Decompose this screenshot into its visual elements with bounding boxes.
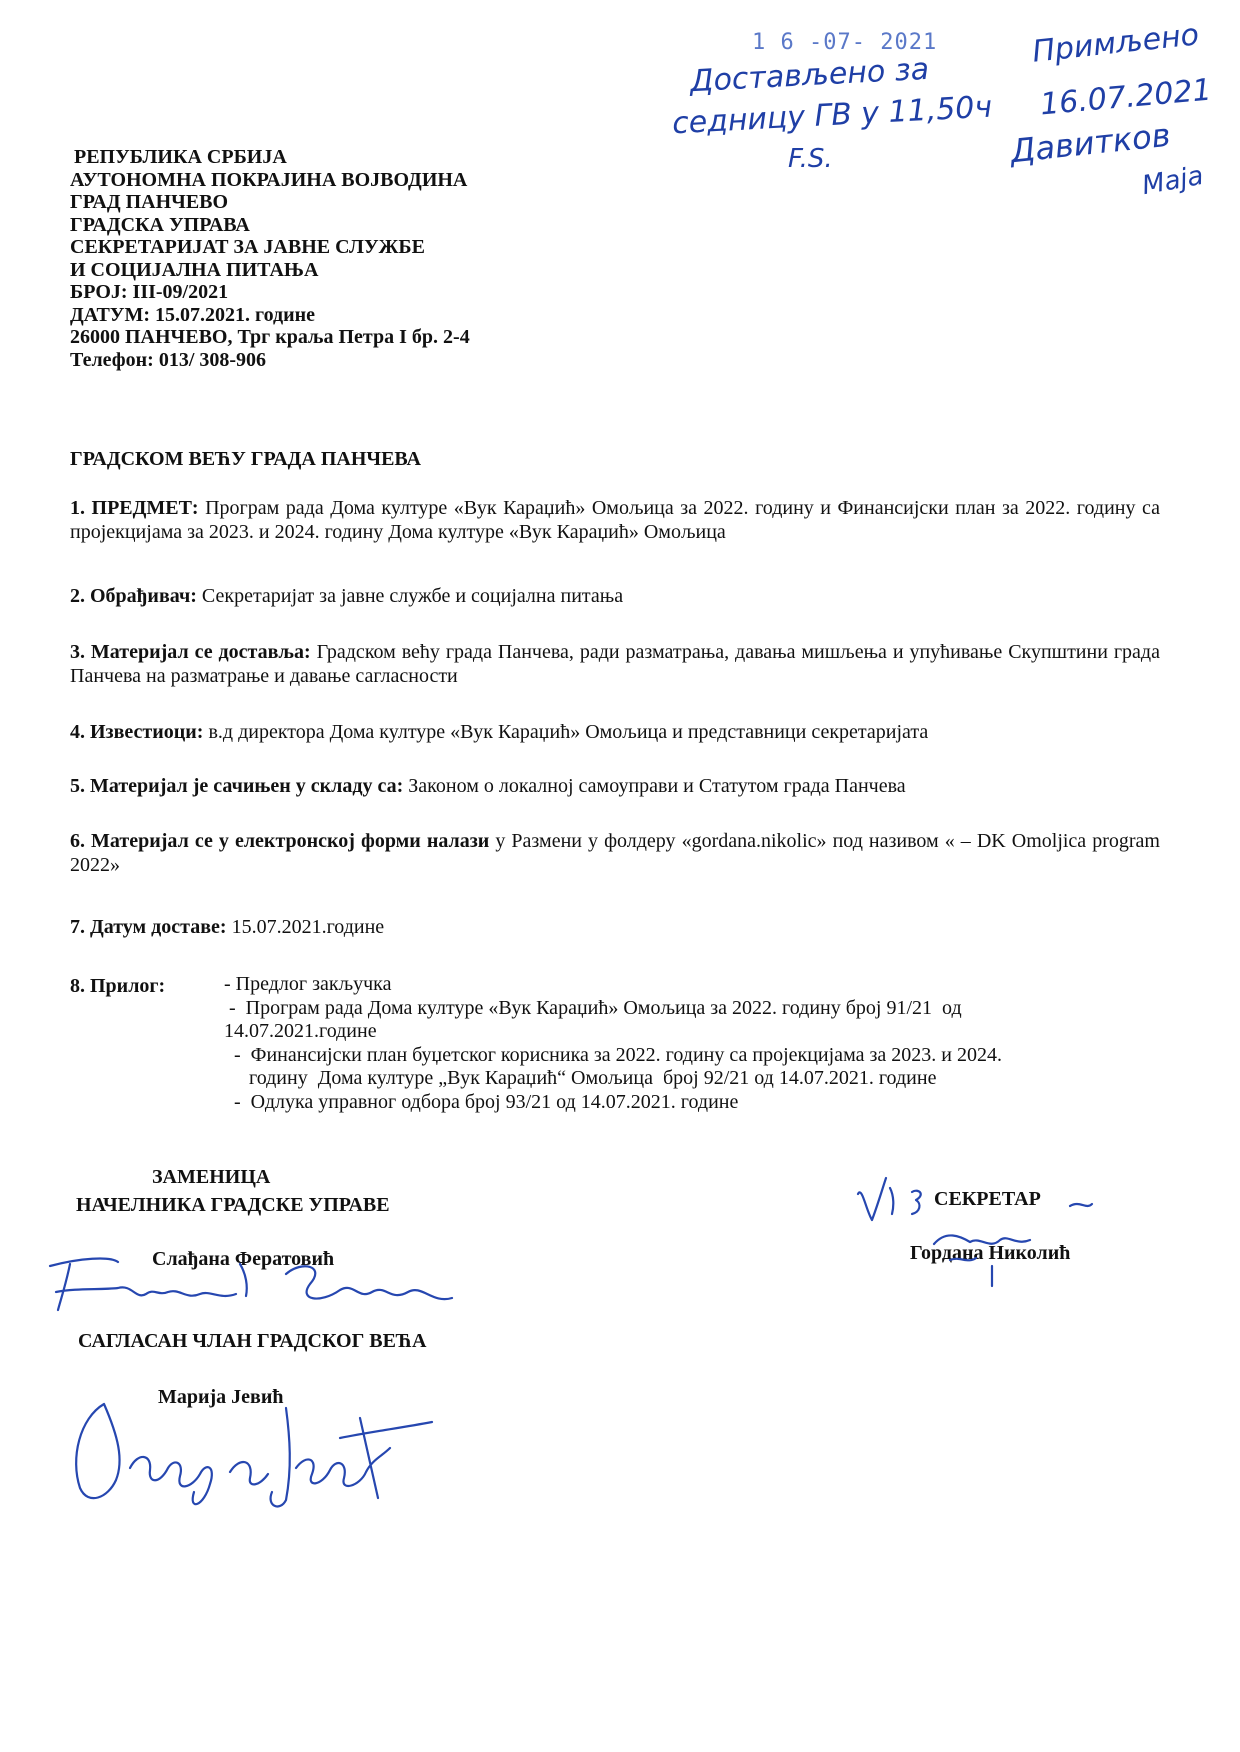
handwritten-received-note-date: 16.07.2021 [1038, 72, 1213, 123]
item-text: в.д директора Дома културе «Вук Караџић» Омољица и представници секретаријата [203, 721, 929, 743]
attachment-line: 14.07.2021.године [224, 1020, 377, 1042]
item-label: 3. Материјал се доставља: [70, 641, 311, 663]
item-delivered-to [70, 640, 1160, 688]
document-date: ДАТУМ: 15.07.2021. године [70, 303, 316, 326]
item-text: 15.07.2021.године [226, 916, 385, 938]
council-member-name: Марија Јевић [158, 1386, 284, 1408]
letterhead [70, 146, 470, 371]
item-processor [70, 584, 1160, 608]
letterhead-line: ГРАДСКА УПРАВА [70, 213, 250, 236]
attachment-line: годину Дома културе „Вук Караџић“ Омољица број 92/21 од 14.07.2021. године [224, 1067, 937, 1089]
attachment-line: - Одлука управног одбора број 93/21 од 14.07.2021. године [224, 1090, 739, 1113]
secretary-signature [850, 1160, 1130, 1280]
secretary-title: СЕКРЕТАР [934, 1188, 1041, 1210]
handwritten-received-note-surname: Давитков [1008, 115, 1173, 171]
item-label: 7. Датум доставе: [70, 916, 227, 938]
item-text: у Размени у фолдеру «gordana.nikolic» под називом « – DK Omoljica program 2022» [70, 830, 1160, 876]
deputy-title: ЗАМЕНИЦА [152, 1166, 271, 1188]
attachment-line: - Предлог закључка [224, 973, 392, 995]
item-text: Градском већу града Панчева, ради разматрања, давања мишљења и упућивање Скупштини града Панчева на разматрање и давање сагласности [70, 641, 1160, 687]
handwritten-delivery-note-line1: Достављено за [689, 51, 930, 100]
item-label: 1. ПРЕДМЕТ: [70, 497, 199, 519]
letterhead-line: РЕПУБЛИКА СРБИЈА [74, 146, 287, 168]
item-legal-basis [70, 774, 1160, 798]
addressee: ГРАДСКОМ ВЕЋУ ГРАДА ПАНЧЕВА [70, 448, 421, 470]
letterhead-line: И СОЦИЈАЛНА ПИТАЊА [70, 258, 319, 281]
deputy-signature [40, 1244, 460, 1324]
item-rapporteurs [70, 720, 1160, 744]
letterhead-line: АУТОНОМНА ПОКРАЈИНА ВОЈВОДИНА [70, 168, 468, 191]
item-label: 5. Материјал је сачињен у складу са: [70, 775, 404, 797]
item-subject [70, 496, 1160, 544]
attachment-line: - Финансијски план буџетског корисника за 2022. годину са пројекцијама за 2023. и 2024. [224, 1043, 1002, 1066]
letterhead-line: ГРАД ПАНЧЕВО [70, 191, 229, 213]
attachments-label: 8. Прилог: [70, 975, 166, 997]
handwritten-received-note-line1: Примљено [1030, 17, 1201, 70]
item-text: Програм рада Дома културе «Вук Караџић» Омољица за 2022. годину и Финансијски план за 2022. годину са пројекцијама за 2023. и 2024. годину Дома културе «Вук Караџић» Омољица [70, 497, 1160, 543]
item-label: 2. Обрађивач: [70, 585, 197, 607]
item-delivery-date [70, 915, 1160, 939]
handwritten-delivery-note-line2: седницу ГВ у 11,50ч [671, 89, 993, 142]
deputy-name: Слађана Фератовић [152, 1248, 335, 1270]
item-label: 6. Материјал се у електронској форми налази [70, 830, 490, 852]
received-stamp-date: 1 6 -07- 2021 [752, 30, 938, 55]
handwritten-delivery-note-initials: F.S. [788, 144, 833, 174]
attachment-line: - Програм рада Дома културе «Вук Караџић» Омољица за 2022. годину број 91/21 од [224, 996, 962, 1019]
attachments-list [224, 973, 1144, 1114]
address: 26000 ПАНЧЕВО, Трг краља Петра I бр. 2-4 [70, 326, 470, 348]
item-electronic-form [70, 829, 1160, 877]
handwritten-received-note-name: Маја [1139, 160, 1206, 202]
council-member-title: САГЛАСАН ЧЛАН ГРАДСКОГ ВЕЋА [78, 1330, 427, 1352]
letterhead-line: СЕКРЕТАРИЈАТ ЗА ЈАВНЕ СЛУЖБЕ [70, 236, 425, 258]
document-number: БРОЈ: III-09/2021 [70, 281, 229, 303]
item-text: Секретаријат за јавне службе и социјална питања [196, 585, 624, 607]
item-text: Законом о локалној самоуправи и Статутом града Панчева [403, 775, 906, 797]
deputy-title-line2: НАЧЕЛНИКА ГРАДСКЕ УПРАВЕ [76, 1194, 390, 1216]
item-label: 4. Известиоци: [70, 721, 204, 743]
secretary-name: Гордана Николић [910, 1242, 1071, 1264]
council-member-signature [60, 1388, 440, 1518]
phone: Телефон: 013/ 308-906 [70, 348, 267, 371]
